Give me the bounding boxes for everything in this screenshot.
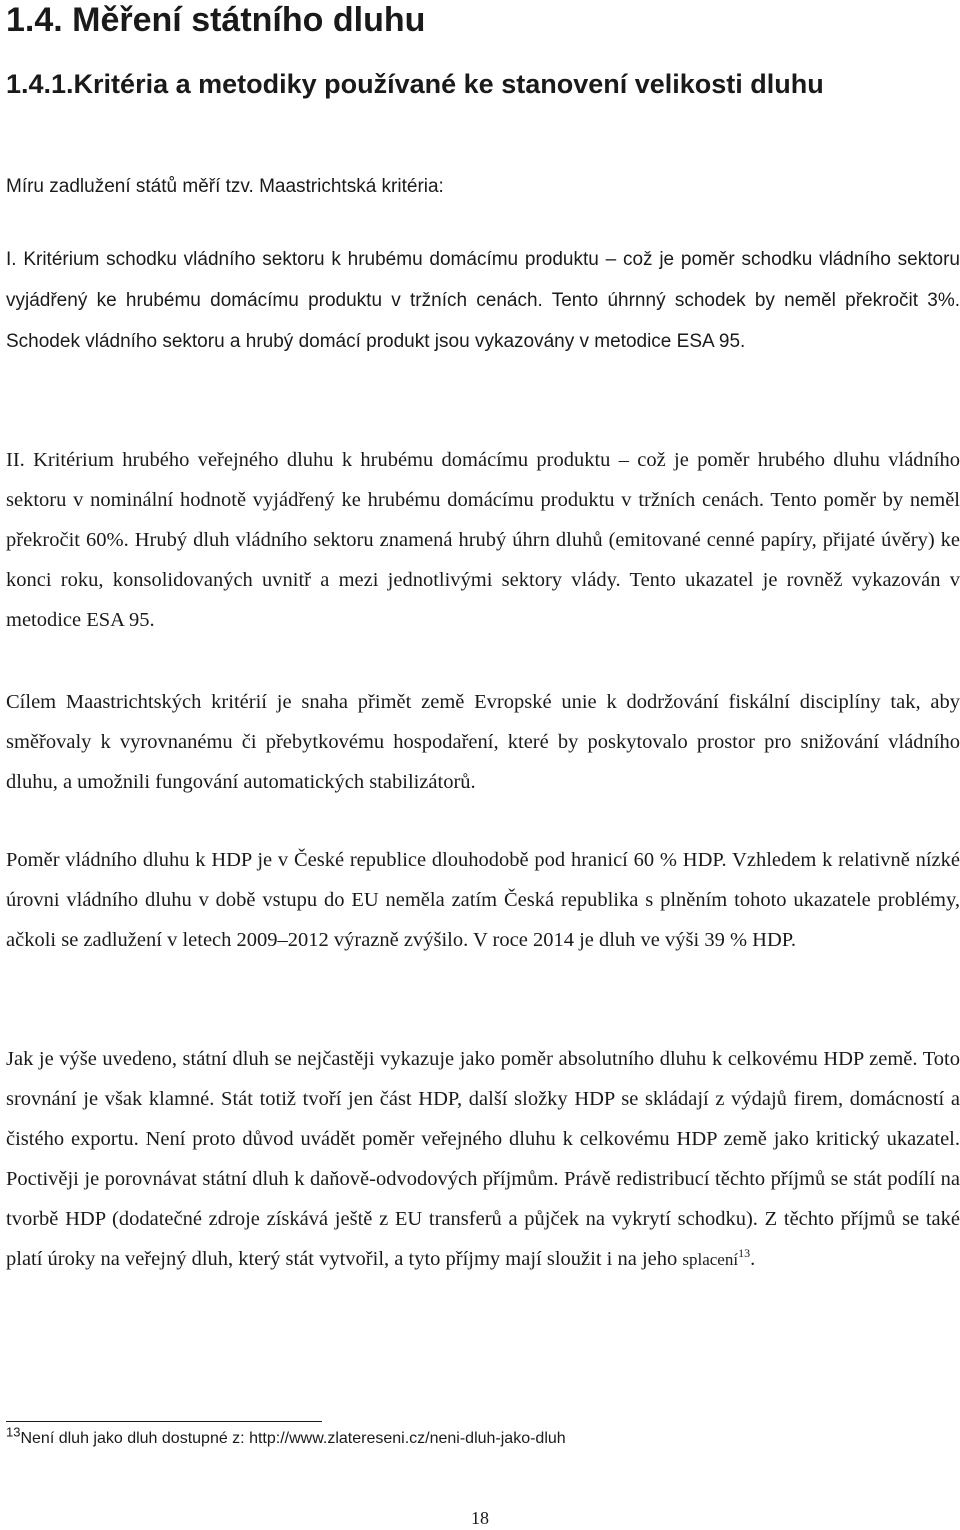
czech-debt-paragraph: Poměr vládního dluhu k HDP je v České republice dlouhodobě pod hranicí 60 % HDP. Vzhledem k relativně nízké úrovni vládního dluhu v době vstupu do EU neměla zatím Česká republika s plněním tohoto ukazatele problémy, ačkoli se zadlužení v letech 2009–2012 výrazně zvýšilo. V roce 2014 je dluh ve výši 39 % HDP. — [6, 849, 960, 951]
subsection-heading: 1.4.1.Kritéria a metodiky používané ke stanovení velikosti dluhu — [6, 69, 824, 99]
footnote-number: 13 — [6, 1424, 21, 1440]
criterion-1-paragraph: I. Kritérium schodku vládního sektoru k hrubému domácímu produktu – což je poměr schodku vládního sektoru vyjádřený ke hrubému domácímu produktu v tržních cenách. Tento úhrnný schodek by neměl překročit 3%. Schodek vládního sektoru a hrubý domácí produkt jsou vykazovány v metodice ESA 95. — [6, 249, 960, 352]
comparison-end: . — [750, 1248, 756, 1270]
comparison-paragraph — [6, 1039, 960, 1280]
footnote-text: Není dluh jako dluh dostupné z: http://www.zlatereseni.cz/neni-dluh-jako-dluh — [20, 1430, 566, 1447]
footnote — [6, 1424, 566, 1451]
page-number: 18 — [471, 1508, 489, 1528]
aim-paragraph: Cílem Maastrichtských kritérií je snaha přimět země Evropské unie k dodržování fiskální disciplíny tak, aby směřovaly k vyrovnanému či přebytkovému hospodaření, které by poskytovalo prostor pro snižování vládního dluhu, a umožnili fungování automatických stabilizátorů. — [6, 691, 960, 793]
footnote-divider — [6, 1421, 322, 1422]
intro-paragraph: Míru zadlužení států měří tzv. Maastrichtská kritéria: — [6, 176, 444, 197]
section-heading: 1.4. Měření státního dluhu — [6, 1, 426, 39]
comparison-tail: splacení — [682, 1250, 739, 1269]
comparison-text: Jak je výše uvedeno, státní dluh se nejčastěji vykazuje jako poměr absolutního dluhu k celkovému HDP země. Toto srovnání je však klamné. Stát totiž tvoří jen část HDP, další složky HDP se skládají z výdajů firem, domácností a čistého exportu. Není proto důvod uvádět poměr veřejného dluhu k celkovému HDP země jako kritický ukazatel. Poctivěji je porovnávat státní dluh k daňově-odvodových příjmům. Právě redistribucí těchto příjmů se stát podílí na tvorbě HDP (dodatečné zdroje získává ještě z EU transferů a půjček na vykrytí schodku). Z těchto příjmů se také platí úroky na veřejný dluh, který stát vytvořil, a tyto příjmy mají sloužit i na jeho — [6, 1048, 960, 1270]
footnote-reference[interactable]: 13 — [738, 1246, 751, 1261]
criterion-2-paragraph: II. Kritérium hrubého veřejného dluhu k hrubému domácímu produktu – což je poměr hrubého dluhu vládního sektoru v nominální hodnotě vyjádřený ke hrubému domácímu produktu v tržních cenách. Tento poměr by neměl překročit 60%. Hrubý dluh vládního sektoru znamená hrubý úhrn dluhů (emitované cenné papíry, přijaté úvěry) ke konci roku, konsolidovaných uvnitř a mezi jednotlivými sektory vlády. Tento ukazatel je rovněž vykazován v metodice ESA 95. — [6, 449, 960, 631]
